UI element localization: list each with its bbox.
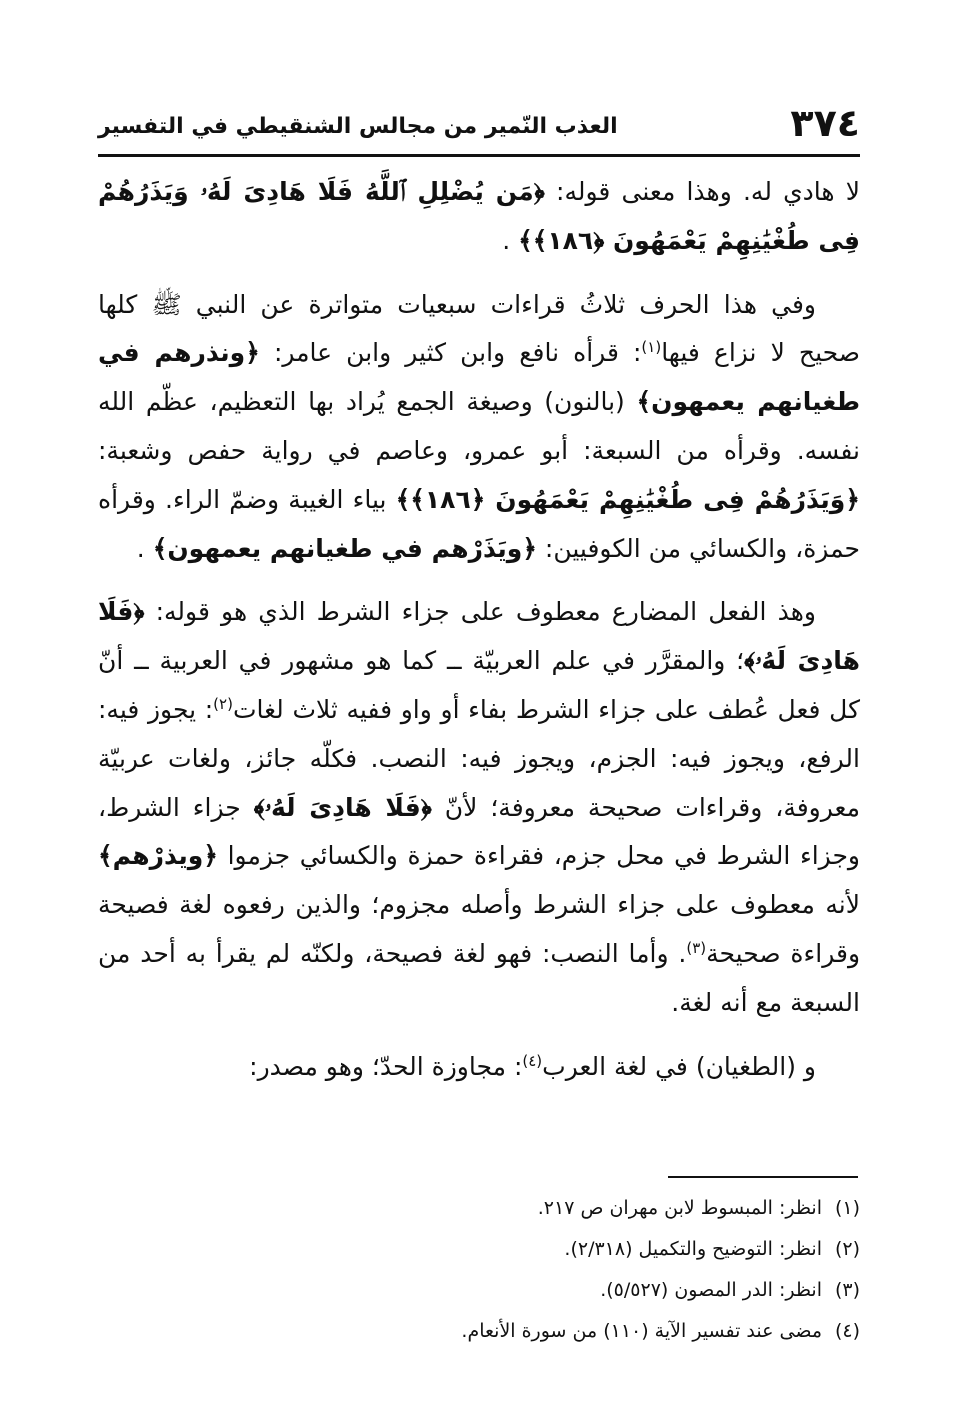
paragraph xyxy=(98,1043,860,1092)
text-run: بياء الغيبة وضمّ الراء. وقرأه حمزة، والكسائي من الكوفيين: xyxy=(98,484,860,563)
page-number: ٣٧٤ xyxy=(790,101,860,145)
footnote-ref: (٤) xyxy=(522,1051,543,1070)
text-run: : يجوز فيه: الرفع، ويجوز فيه: الجزم، ويجوز فيه: النصب. فكلّه جائز، ولغات عربيّة معروفة، وقراءات صحيحة معروفة؛ لأنّ xyxy=(98,694,860,822)
text-run: . وأما النصب: فهو لغة فصيحة، ولكنّه لم يقرأ به أحد من السبعة مع أنه لغة. xyxy=(98,938,860,1017)
quran-quote: ﴿مَن يُضْلِلِ ٱللَّهُ فَلَا هَادِىَ لَهُۥ وَيَذَرُهُمْ فِى طُغْيَٰنِهِمْ يَعْمَهُونَ ﴿١٨٦﴾﴾ xyxy=(98,177,860,255)
main-text xyxy=(98,168,860,1106)
footnote xyxy=(98,1311,860,1352)
footnote xyxy=(98,1229,860,1270)
footnote-number: (٢) xyxy=(834,1238,860,1260)
footnote-number: (١) xyxy=(834,1197,860,1219)
quran-quote: ﴿فَلَا هَادِىَ لَهُۥ﴾ xyxy=(98,597,861,676)
footnote-text: انظر: التوضيح والتكميل (٢/٣١٨). xyxy=(564,1238,822,1260)
header-divider xyxy=(98,154,860,157)
paragraph xyxy=(98,168,860,266)
quran-quote: ﴿وَيَذَرُهُمْ فِى طُغْيَٰنِهِمْ يَعْمَهُونَ ﴿١٨٦﴾﴾ xyxy=(395,484,860,514)
footnote-ref: (٢) xyxy=(213,694,233,713)
quran-quote: ﴿ونذرهم في طغيانهم يعمهون﴾ xyxy=(98,338,861,417)
text-run: . xyxy=(136,533,153,563)
quran-quote: ﴿ويَذَرْهم في طغيانهم يعمهون﴾ xyxy=(152,533,537,563)
running-title: العذب النّمير من مجالس الشنقيطي في التفسير xyxy=(98,114,618,139)
paragraph xyxy=(98,281,860,574)
footnote-text: انظر: الدر المصون (٥/٥٢٧). xyxy=(600,1279,822,1301)
text-run: (بالنون) وصيغة الجمع يُراد بها التعظيم، عظّم الله نفسه. وقرأه من السبعة: أبو عمرو، وعاصم في رواية حفص وشعبة: xyxy=(98,387,860,465)
footnote xyxy=(98,1188,860,1229)
text-run: وهذ الفعل المضارع معطوف على جزاء الشرط الذي هو قوله: xyxy=(144,597,816,627)
text-run: : مجاوزة الحدّ؛ وهو مصدر: xyxy=(249,1051,523,1081)
text-run: لا هادي له. وهذا معنى قوله: xyxy=(544,177,861,206)
text-run: جزاء الشرط، وجزاء الشرط في محل جزم، فقراءة حمزة والكسائي جزموا xyxy=(98,792,860,871)
text-run: ؛ والمقرَّر في علم العربيّة ــ كما هو مشهور في العربية ــ أنّ كل فعل عُطف على جزاء الشرط بفاء أو واو ففيه ثلاث لغات xyxy=(98,646,860,724)
text-run: وفي هذا الحرف ثلاثُ قراءات سبعيات متواترة عن النبي ﷺ كلها صحيح لا نزاع فيها xyxy=(98,289,860,368)
quran-quote: ﴿فَلَا هَادِىَ لَهُۥ﴾ xyxy=(253,792,432,822)
footnote-number: (٣) xyxy=(834,1279,860,1301)
text-run: : قرأه نافع وابن كثير وابن عامر: xyxy=(259,338,642,368)
footnote-ref: (٣) xyxy=(686,938,707,957)
footnote-text: انظر: المبسوط لابن مهران ص ٢١٧. xyxy=(537,1197,822,1219)
footnote xyxy=(98,1270,860,1311)
text-run: لأنه معطوف على جزاء الشرط وأصله مجزوم؛ والذين رفعوه لغة فصيحة وقراءة صحيحة xyxy=(98,890,861,968)
quran-quote: ﴿ويذرْهم﴾ xyxy=(98,841,218,871)
footnotes xyxy=(98,1188,860,1352)
footnote-number: (٤) xyxy=(834,1320,860,1342)
footnote-ref: (١) xyxy=(641,338,662,357)
text-run: . xyxy=(502,225,519,255)
page-header xyxy=(98,92,860,148)
text-run: و (الطغيان) في لغة العرب xyxy=(542,1051,816,1081)
footnote-text: مضى عند تفسير الآية (١١٠) من سورة الأنعام. xyxy=(461,1320,822,1342)
footnote-divider xyxy=(668,1176,858,1178)
paragraph xyxy=(98,588,860,1027)
